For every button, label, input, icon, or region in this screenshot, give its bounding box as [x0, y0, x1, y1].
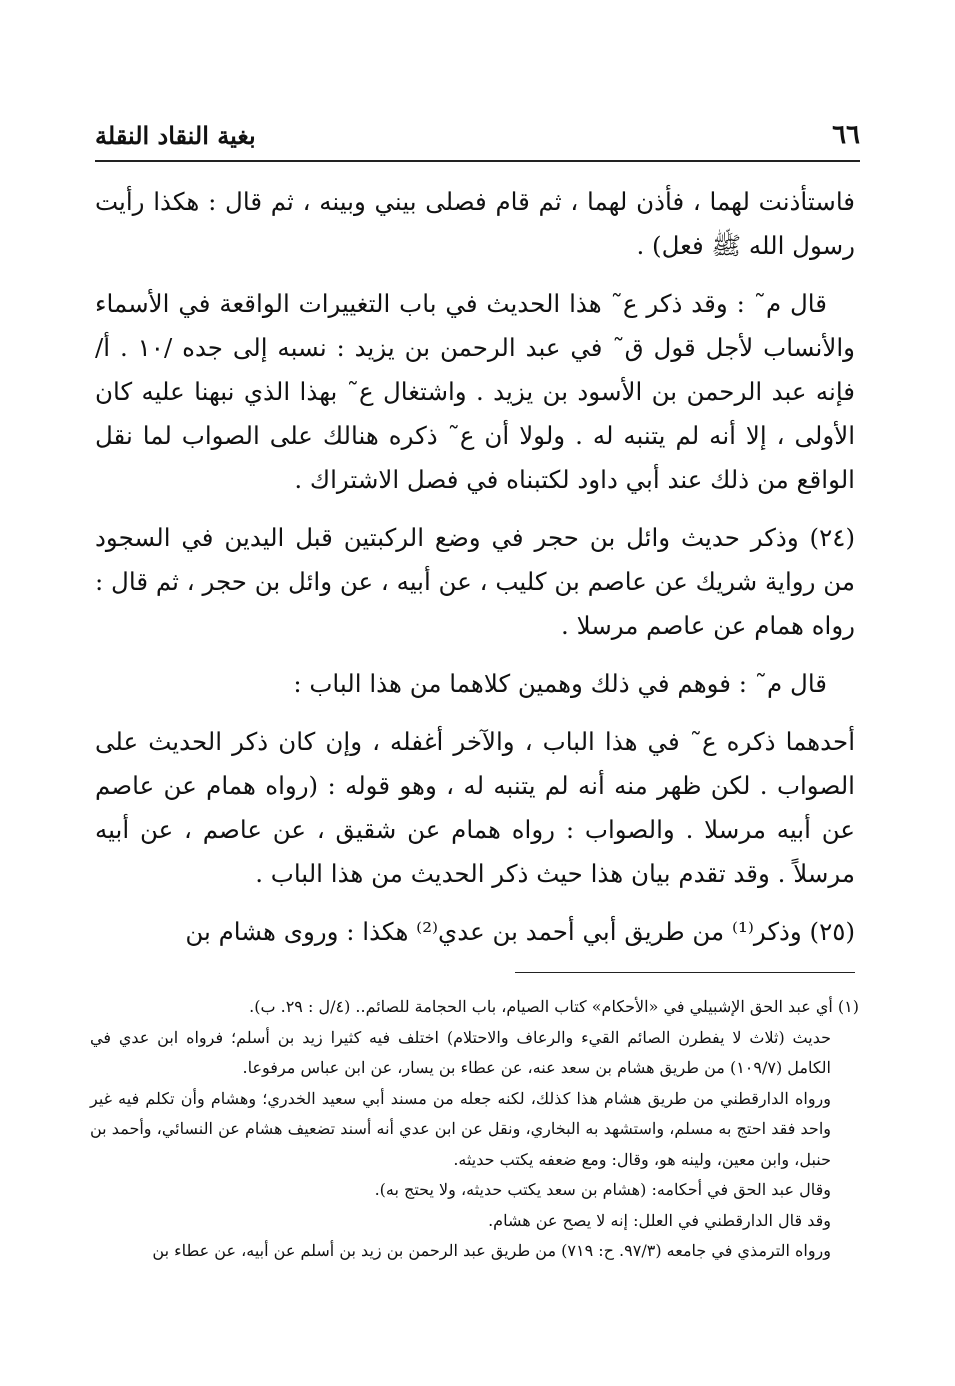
- paragraph: قال م˜ : فوهم في ذلك وهمين كلاهما من هذا الباب :: [293, 669, 827, 698]
- footnote-continuation: ورواه الترمذي في جامعه (٩٧/٣. ح: ٧١٩) من طريق عبد الرحمن بن زيد بن أسلم عن أبيه، عن عطاء بن: [152, 1241, 831, 1260]
- paragraph: أحدهما ذكره ع˜ في هذا الباب ، والآخر أغفله ، وإن كان ذكر الحديث على الصواب . لكن ظهر منه أنه لم يتنبه له ، وهو قوله : (رواه همام عن عاصم عن أبيه مرسلا . والصواب : رواه همام عن شقيق ، عن عاصم ، عن أبيه مرسلاً . وقد تقدم بيان هذا حيث ذكر الحديث من هذا الباب .: [95, 727, 855, 888]
- paragraph: فاستأذنت لهما ، فأذن لهما ، ثم قام فصلى بيني وبينه ، ثم قال : هكذا رأيت رسول الله ﷺ فعل) .: [95, 187, 855, 260]
- footnotes: [90, 992, 859, 1267]
- header-divider: [95, 160, 860, 162]
- main-text: [95, 180, 855, 968]
- footnote-continuation: وقال عبد الحق في أحكامه: (هشام بن سعد يكتب حديثه، ولا يحتج به).: [374, 1180, 831, 1199]
- page-header: [95, 106, 860, 150]
- page-number: ٦٦: [832, 120, 860, 150]
- footnote-continuation: ورواه الدارقطني من طريق هشام هذا كذلك، لكنه جعله من مسند أبي سعيد الخدري؛ وهشام وأن تكلم فيه غير واحد فقد احتج به مسلم، واستشهد به البخاري، ونقل عن ابن عدي أنه أسند تضعيف هشام عن النسائي، وأحمد بن حنبل، وابن معين، ولينه هو، وقال: ومع ضعفه يكتب حديثه.: [90, 1088, 831, 1169]
- paragraph: قال م˜ : وقد ذكر ع˜ هذا الحديث في باب التغييرات الواقعة في الأسماء والأنساب لأجل قول ق˜ في عبد الرحمن بن يزيد : نسبه إلى جده /١٠ . أ/ فإنه عبد الرحمن بن الأسود بن يزيد . واشتغال ع˜ بهذا الذي نبهنا عليه كان الأولى ، إلا أنه لم يتنبه له . ولولا أن ع˜ ذكره هنالك على الصواب لما نقل الواقع من ذلك عند أبي داود لكتبناه في فصل الاشتراك .: [95, 289, 855, 494]
- book-title: بغية النقاد النقلة: [95, 121, 256, 150]
- footnote-divider: [515, 972, 855, 973]
- paragraph: (٢٥) وذكر⁽¹⁾ من طريق أبي أحمد بن عدي⁽²⁾ هكذا : وروى هشام بن: [185, 917, 855, 946]
- footnote-continuation: وقد قال الدارقطني في العلل: إنه لا يصح عن هشام.: [488, 1210, 831, 1230]
- footnote-continuation: حديث (ثلاث لا يفطرن الصائم القيء والرعاف والاحتلام) اختلف فيه كثيرا زيد بن أسلم؛ فرواه ابن عدي في الكامل (١٠٩/٧) من طريق هشام بن سعد عنه، عن عطاء بن يسار، عن ابن عباس مرفوعا.: [90, 1027, 831, 1077]
- footnote: (١) أي عبد الحق الإشبيلي في «الأحكام» كتاب الصيام، باب الحجامة للصائم.. (٤/ل : ٢٩. ب).: [249, 997, 859, 1016]
- paragraph: (٢٤) وذكر حديث وائل بن حجر في وضع الركبتين قبل اليدين في السجود من رواية شريك عن عاصم بن كليب ، عن أبيه ، عن وائل بن حجر ، ثم قال : رواه همام عن عاصم مرسلا .: [95, 523, 855, 640]
